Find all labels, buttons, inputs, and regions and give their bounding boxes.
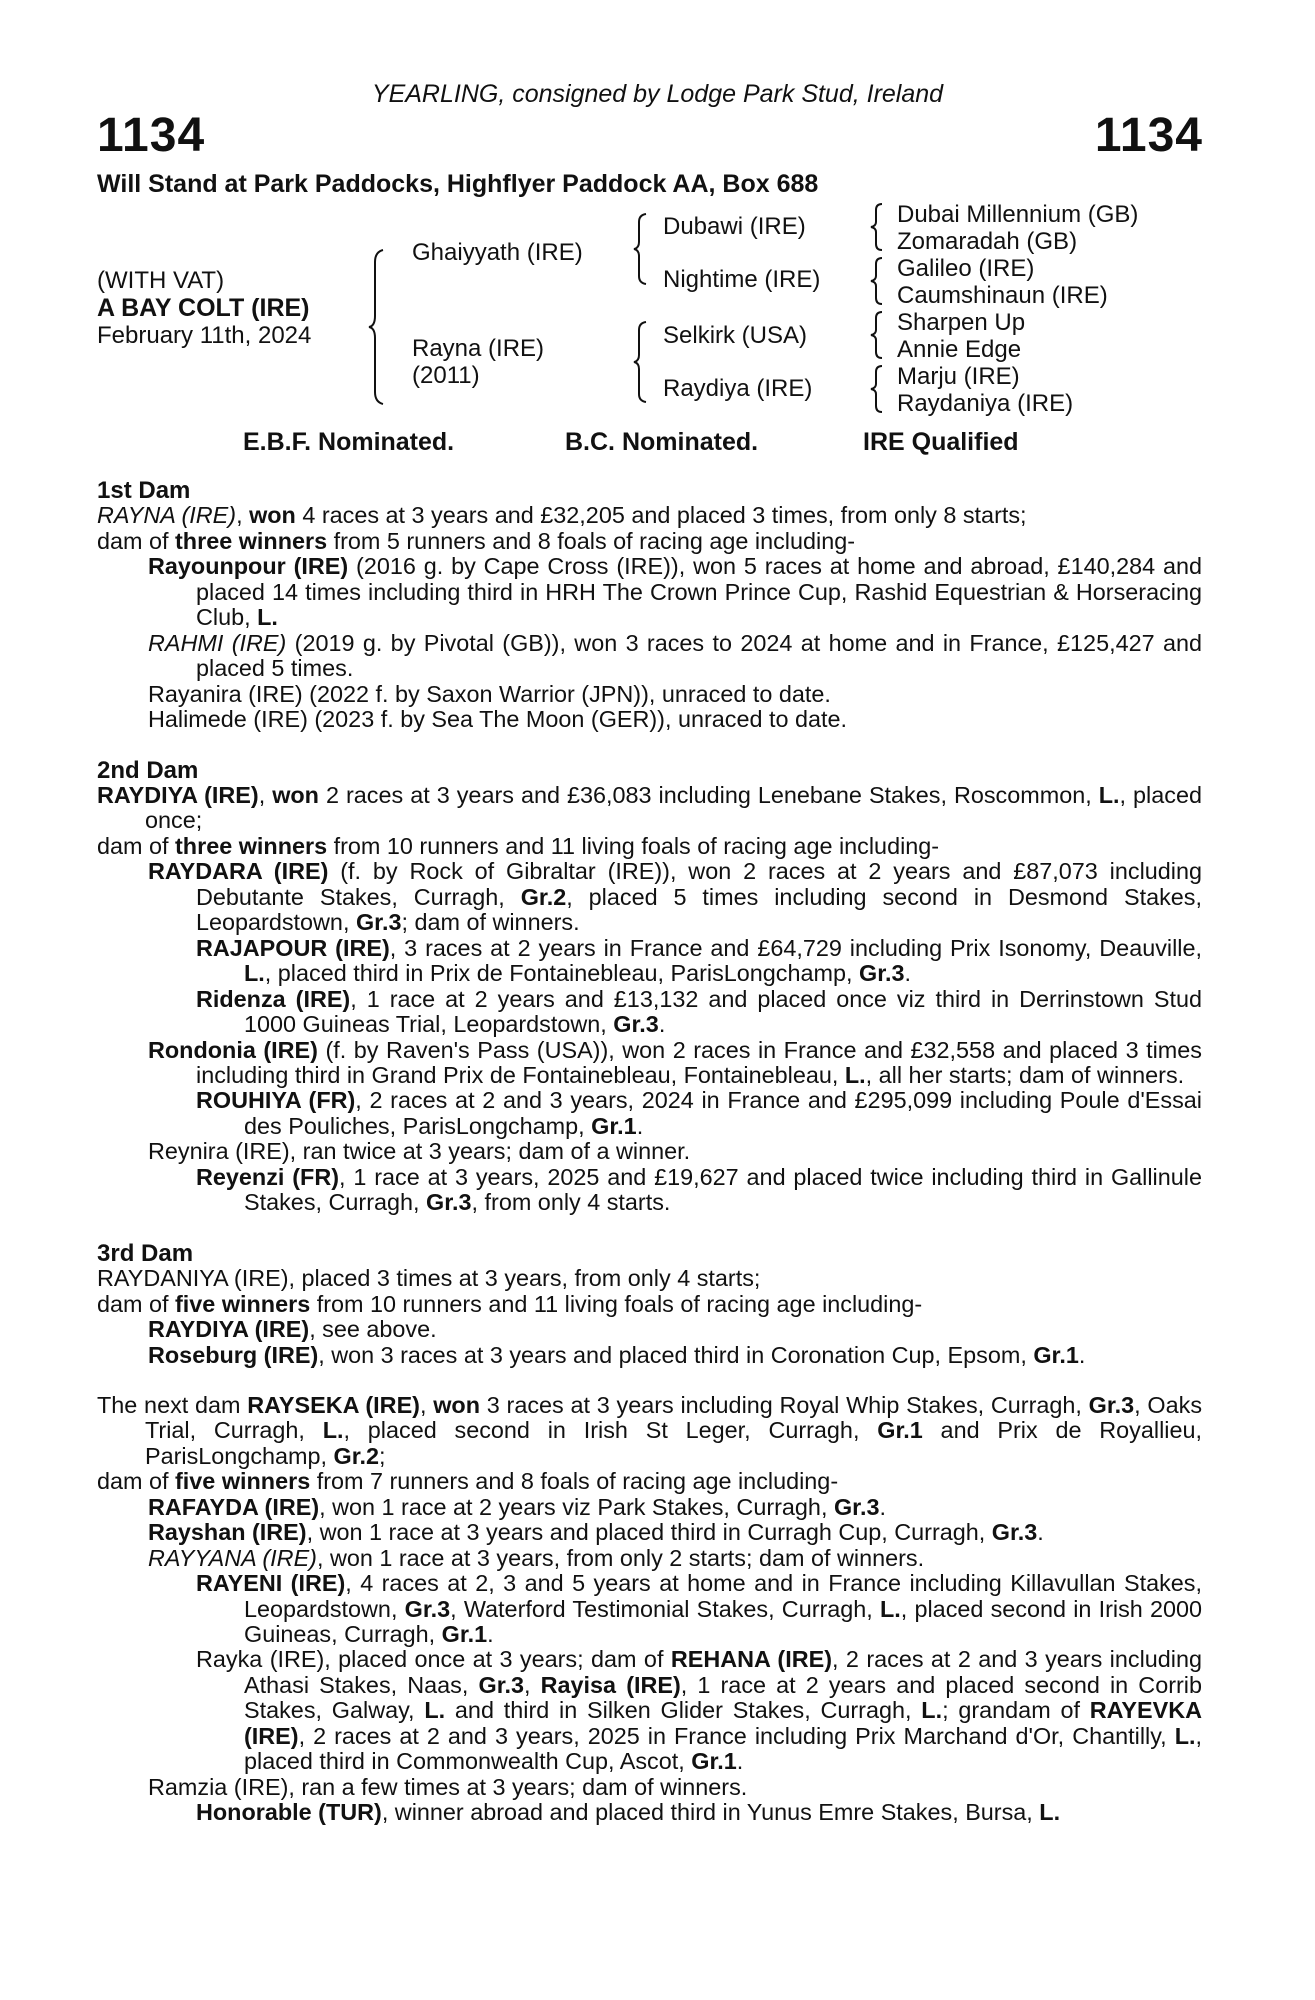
dam-name: RAYNA (IRE) <box>97 502 237 529</box>
grand-produce-entry <box>97 1800 1202 1825</box>
pedigree-brace-gg2 <box>869 256 887 306</box>
third-dam-produce-summary <box>97 1292 1202 1317</box>
dam-birth-year: (2011) <box>412 362 480 389</box>
pedigree-brace-gg3 <box>869 310 887 360</box>
sire-sire: Dubawi (IRE) <box>663 213 806 240</box>
gg-3: Galileo (IRE) <box>897 255 1035 282</box>
ebf-nomination: E.B.F. Nominated. <box>243 428 455 456</box>
grand-produce-entry <box>97 1647 1202 1774</box>
grade-label: L. <box>244 960 265 987</box>
section-heading-1st-dam: 1st Dam <box>97 477 191 504</box>
text: , from only 4 starts. <box>471 1189 671 1216</box>
gg-2: Zomaradah (GB) <box>897 228 1078 255</box>
text: dam of <box>97 832 176 859</box>
lot-number-left: 1134 <box>97 109 206 162</box>
produce-entry: Halimede (IRE) (2023 f. by Sea The Moon (GER)), unraced to date. <box>148 706 848 733</box>
horse-name: Rayisa (IRE) <box>540 1671 681 1698</box>
text: . <box>904 960 912 987</box>
text: , won 3 races at 3 years and placed third in Coronation Cup, Epsom, <box>318 1341 1034 1368</box>
pedigree-brace-gg1 <box>869 202 887 252</box>
grade-label: Gr.3 <box>404 1595 451 1622</box>
horse-name: RAHMI (IRE) <box>148 629 287 656</box>
text: 3 races at 3 years including Royal Whip Stakes, Curragh, <box>480 1391 1089 1418</box>
text: . <box>1037 1519 1044 1546</box>
catalogue-subtitle: YEARLING, consigned by Lodge Park Stud, Ireland <box>371 80 944 108</box>
grade-label: Gr.1 <box>591 1112 637 1139</box>
horse-name: Rayounpour (IRE) <box>148 553 349 580</box>
pedigree-brace-main <box>367 248 391 406</box>
grand-produce-entry <box>97 1165 1202 1216</box>
text: , Waterford Testimonial Stakes, Curragh, <box>450 1595 880 1622</box>
horse-name: Rayshan (IRE) <box>148 1519 307 1546</box>
produce-entry <box>97 1343 1202 1368</box>
grade-label: L. <box>322 1417 344 1444</box>
winners-count: three winners <box>175 832 328 859</box>
text: , <box>236 502 250 529</box>
grade-label: Gr.3 <box>426 1189 472 1216</box>
dam-sire: Selkirk (USA) <box>663 322 808 349</box>
pedigree-brace-gg4 <box>869 364 887 414</box>
text: dam of <box>97 1290 176 1317</box>
grand-produce-entry <box>97 936 1202 987</box>
text: and Prix de Royallieu, ParisLongchamp, <box>145 1417 1202 1469</box>
sire-name: Ghaiyyath (IRE) <box>412 239 583 266</box>
text: (2019 g. by Pivotal (GB)), won 3 races to 2024 at home and in France, £125,427 and placed 5 times. <box>196 629 1202 682</box>
text: , placed second in Irish 2000 Guineas, Curragh, <box>244 1595 1203 1648</box>
text: , won 1 race at 3 years and placed third in Curragh Cup, Curragh, <box>306 1519 992 1546</box>
lot-number-right: 1134 <box>1094 109 1203 162</box>
winners-count: five winners <box>175 1468 311 1495</box>
grade-label: Gr.3 <box>991 1519 1038 1546</box>
text: (f. by Rock of Gibraltar (IRE)), won 2 races at 2 years and £87,073 including Debutante Stakes, Curragh, <box>196 858 1202 910</box>
text: . <box>658 1011 666 1038</box>
grade-label: Gr.3 <box>1088 1391 1135 1418</box>
grade-label: Gr.3 <box>613 1011 659 1038</box>
text: , 2 races at 2 and 3 years, 2025 in France including Prix Marchand d'Or, Chantilly, <box>298 1722 1175 1749</box>
text: , won 1 race at 2 years viz Park Stakes, Curragh, <box>319 1493 834 1520</box>
text: 4 races at 3 years and £32,205 and placed 3 times, from only 8 starts; <box>295 502 1027 529</box>
horse-name: RAYDIYA (IRE) <box>148 1316 310 1343</box>
text: , 1 race at 3 years, 2025 and £19,627 and placed twice including third in Gallinule Stakes, Curragh, <box>244 1163 1202 1216</box>
gg-6: Annie Edge <box>897 336 1022 363</box>
grade-label: Gr.1 <box>1033 1341 1079 1368</box>
horse-name: RAYDARA (IRE) <box>148 858 329 885</box>
grand-produce-entry <box>97 1571 1202 1647</box>
text: , winner abroad and placed third in Yunus Emre Stakes, Bursa, <box>381 1799 1040 1826</box>
dam-dam: Raydiya (IRE) <box>663 375 813 402</box>
winners-count: three winners <box>175 527 328 554</box>
produce-entry: Rayanira (IRE) (2022 f. by Saxon Warrior (JPN)), unraced to date. <box>148 680 831 707</box>
text: from 5 runners and 8 foals of racing age including- <box>327 527 855 554</box>
grade-label: L. <box>424 1697 446 1724</box>
grade-label: Gr.3 <box>859 960 905 987</box>
grade-label: Gr.1 <box>877 1417 923 1444</box>
first-dam-produce-summary <box>97 529 1202 554</box>
text: , <box>524 1671 541 1698</box>
horse-name: RAJAPOUR (IRE) <box>196 934 390 961</box>
grade-label: Gr.1 <box>691 1748 737 1775</box>
grade-label: Gr.1 <box>441 1621 488 1648</box>
bc-nomination: B.C. Nominated. <box>565 428 759 456</box>
text: dam of <box>97 1468 176 1495</box>
text: . <box>1078 1341 1086 1368</box>
text: , 3 races at 2 years in France and £64,729 including Prix Isonomy, Deauville, <box>389 934 1202 961</box>
grade-label: L. <box>257 604 278 631</box>
produce-entry <box>97 1495 1202 1520</box>
produce-entry <box>97 554 1202 630</box>
text: ; <box>379 1442 386 1469</box>
text: , 4 races at 2, 3 and 5 years at home and in France including Killavullan Stakes, Leopardstown, <box>244 1570 1202 1622</box>
horse-name: Ridenza (IRE) <box>196 985 351 1012</box>
fourth-dam-record <box>97 1393 1202 1469</box>
text: , <box>419 1391 434 1418</box>
produce-entry: Ramzia (IRE), ran a few times at 3 years; dam of winners. <box>148 1773 748 1800</box>
third-dam-record: RAYDANIYA (IRE), placed 3 times at 3 years, from only 4 starts; <box>97 1265 761 1292</box>
text: . <box>636 1112 644 1139</box>
text: Rayka (IRE), placed once at 3 years; dam of <box>196 1646 671 1673</box>
grade-label: L. <box>1174 1722 1196 1749</box>
gg-7: Marju (IRE) <box>897 363 1020 390</box>
horse-name: Honorable (TUR) <box>196 1799 382 1826</box>
produce-entry <box>97 1520 1202 1545</box>
dam-name: RAYSEKA (IRE) <box>247 1391 420 1418</box>
gg-5: Sharpen Up <box>897 309 1026 336</box>
text: . <box>879 1493 886 1520</box>
text: from 10 runners and 11 living foals of racing age including- <box>327 832 940 859</box>
text: and third in Silken Glider Stakes, Curragh, <box>445 1697 922 1724</box>
horse-name: Reyenzi (FR) <box>196 1163 340 1190</box>
grade-label: Gr.3 <box>478 1671 525 1698</box>
grade-label: Gr.3 <box>833 1493 880 1520</box>
horse-name: RAYYANA (IRE) <box>148 1544 317 1571</box>
text: ; dam of winners. <box>401 909 580 936</box>
foaling-date: February 11th, 2024 <box>97 322 312 349</box>
horse-name: RAYENI (IRE) <box>196 1570 346 1597</box>
text: . <box>487 1621 494 1648</box>
catalogue-page-body <box>97 478 1202 1826</box>
text: from 7 runners and 8 foals of racing age including- <box>310 1468 839 1495</box>
dam-name: Rayna (IRE) <box>412 335 545 362</box>
text: . <box>736 1748 744 1775</box>
second-dam-produce-summary <box>97 834 1202 859</box>
text: , placed third in Prix de Fontainebleau, ParisLongchamp, <box>264 960 860 987</box>
produce-entry <box>97 631 1202 682</box>
horse-name: Roseburg (IRE) <box>148 1341 319 1368</box>
horse-name: RAFAYDA (IRE) <box>148 1493 320 1520</box>
produce-entry: Reynira (IRE), ran twice at 3 years; dam of a winner. <box>148 1138 691 1165</box>
text: from 10 runners and 11 living foals of racing age including- <box>310 1290 923 1317</box>
text: , <box>258 781 273 808</box>
text: , 2 races at 2 and 3 years, 2024 in France and £295,099 including Poule d'Essai des Pouliches, ParisLongchamp, <box>244 1087 1202 1139</box>
text: dam of <box>97 527 176 554</box>
text: (2016 g. by Cape Cross (IRE)), won 5 races at home and abroad, £140,284 and placed 14 times including third in HRH The Crown Prince Cup, Rashid Equestrian & Horseracing Club, <box>196 553 1202 631</box>
won-label: won <box>249 502 296 529</box>
text: , won 1 race at 3 years, from only 2 starts; dam of winners. <box>316 1544 925 1571</box>
text: ; grandam of <box>942 1697 1090 1724</box>
produce-entry <box>97 1038 1202 1089</box>
produce-entry <box>97 1317 1202 1342</box>
text: , placed second in Irish St Leger, Curragh, <box>343 1417 878 1444</box>
text: , placed third in Commonwealth Cup, Ascot, <box>244 1722 1202 1775</box>
text: , Oaks Trial, Curragh, <box>145 1391 1203 1444</box>
text: , placed 5 times including second in Desmond Stakes, Leopardstown, <box>196 883 1202 936</box>
section-heading-2nd-dam: 2nd Dam <box>97 756 199 784</box>
pedigree-brace-sire <box>632 212 654 286</box>
text: , all her starts; dam of winners. <box>865 1061 1185 1088</box>
text: , 1 race at 2 years and placed second in Corrib Stakes, Galway, <box>244 1671 1202 1724</box>
gg-8: Raydaniya (IRE) <box>897 390 1074 417</box>
horse-name: ROUHIYA (FR) <box>196 1087 356 1114</box>
grade-label: L. <box>1098 781 1120 808</box>
text: , 2 races at 2 and 3 years including Athasi Stakes, Naas, <box>244 1646 1202 1698</box>
won-label: won <box>433 1391 481 1418</box>
sire-dam: Nightime (IRE) <box>663 266 821 293</box>
ire-qualified: IRE Qualified <box>863 428 1019 456</box>
first-dam-record <box>97 503 1202 528</box>
horse-name: RAYEVKA (IRE) <box>244 1697 1202 1749</box>
text: , placed once; <box>145 781 1202 834</box>
section-heading-3rd-dam: 3rd Dam <box>97 1239 194 1267</box>
winners-count: five winners <box>175 1290 311 1317</box>
vat-note: (WITH VAT) <box>97 267 225 294</box>
grade-label: L. <box>880 1595 901 1622</box>
grand-produce-entry <box>97 987 1202 1038</box>
dam-name: RAYDIYA (IRE) <box>97 781 259 808</box>
grade-label: L. <box>921 1697 943 1724</box>
text: 2 races at 3 years and £36,083 including Lenebane Stakes, Roscommon, <box>318 781 1099 808</box>
produce-entry <box>97 859 1202 935</box>
horse-name: A BAY COLT (IRE) <box>97 294 310 322</box>
won-label: won <box>272 781 319 808</box>
stabling-location: Will Stand at Park Paddocks, Highflyer Paddock AA, Box 688 <box>97 170 819 198</box>
horse-name: REHANA (IRE) <box>670 1646 833 1673</box>
fourth-dam-produce-summary <box>97 1469 1202 1494</box>
text: (f. by Raven's Pass (USA)), won 2 races in France and £32,558 and placed 3 times including third in Grand Prix de Fontainebleau, Fontainebleau, <box>196 1036 1202 1088</box>
grade-label: Gr.2 <box>520 883 567 910</box>
second-dam-record <box>97 783 1202 834</box>
pedigree-brace-dam <box>632 320 654 404</box>
grade-label: L. <box>844 1061 866 1088</box>
grand-produce-entry <box>97 1088 1202 1139</box>
grade-label: L. <box>1039 1799 1061 1826</box>
grade-label: Gr.3 <box>355 909 402 936</box>
horse-name: Rondonia (IRE) <box>148 1036 318 1063</box>
text: , 1 race at 2 years and £13,132 and placed once viz third in Derrinstown Stud 1000 Guineas Trial, Leopardstown, <box>244 985 1203 1038</box>
gg-4: Caumshinaun (IRE) <box>897 282 1108 309</box>
gg-1: Dubai Millennium (GB) <box>897 201 1139 228</box>
text: The next dam <box>97 1391 248 1418</box>
produce-entry <box>97 1546 1202 1571</box>
grade-label: Gr.2 <box>333 1442 380 1469</box>
text: , see above. <box>309 1316 437 1343</box>
